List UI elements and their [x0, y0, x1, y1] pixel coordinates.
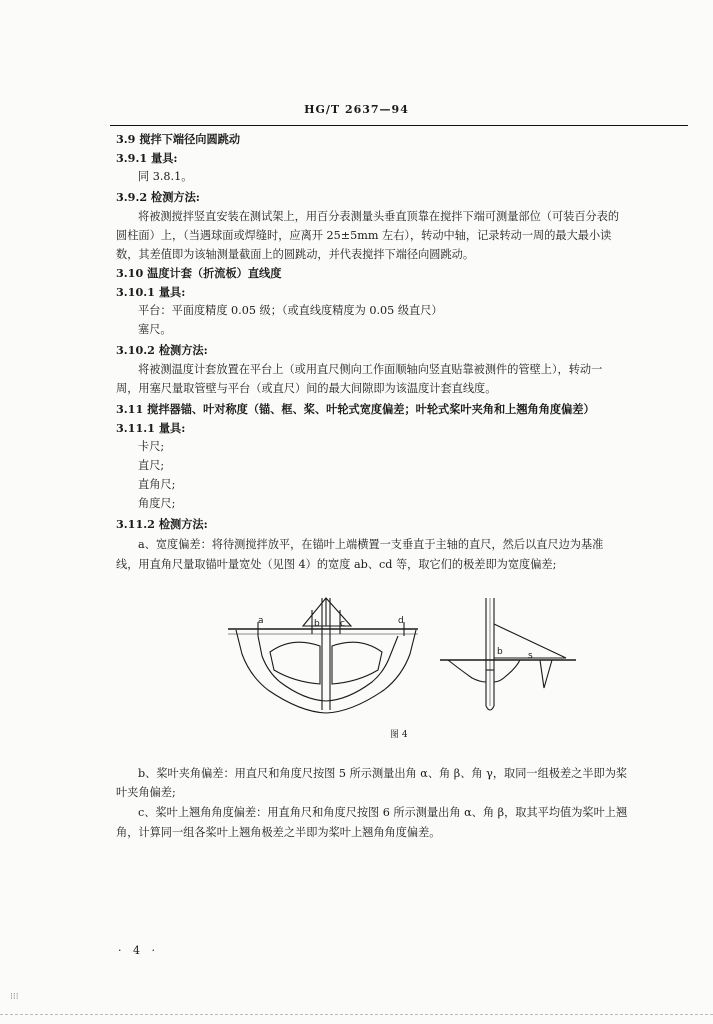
figure-label-c: c	[340, 619, 345, 629]
item-b-line-2: 叶夹角偏差;	[116, 786, 176, 799]
section-3-10-heading: 3.10 温度计套（折流板）直线度	[116, 266, 282, 280]
section-3-10-1-heading: 3.10.1 量具:	[116, 285, 186, 299]
anchor-agitator-sketch	[228, 598, 418, 713]
tool-item: 直尺;	[138, 459, 165, 472]
tool-item: 直角尺;	[138, 478, 176, 491]
section-3-11-2-heading: 3.11.2 检测方法:	[116, 517, 208, 531]
section-3-9-2-line-1: 将被测搅拌竖直安装在测试架上，用百分表测量头垂直顶靠在搅拌下端可测量部位（可装百分表的	[138, 210, 620, 223]
section-3-10-2-heading: 3.10.2 检测方法:	[116, 343, 208, 357]
item-b-line-1: b、桨叶夹角偏差：用直尺和角度尺按图 5 所示测量出角 α、角 β、角 γ，取同一组极差之半即为桨	[138, 767, 628, 780]
scan-stamp: ⁝⁝⁝	[10, 992, 19, 1002]
tool-item: 角度尺;	[138, 497, 176, 510]
figure-caption: 图 4	[390, 730, 408, 740]
figure-label-b-right: b	[497, 647, 503, 657]
item-c-line-1: c、桨叶上翘角角度偏差：用直角尺和角度尺按图 6 所示测量出角 α、角 β，取其平均值为桨叶上翘	[138, 806, 628, 819]
section-3-11-heading: 3.11 搅拌器锚、叶对称度（锚、框、桨、叶轮式宽度偏差；叶轮式桨叶夹角和上翘角角度偏差）	[116, 402, 595, 416]
figure-label-a: a	[258, 616, 264, 626]
page-number: · 4 ·	[118, 944, 159, 957]
tool-item: 卡尺;	[138, 440, 165, 453]
item-c-line-2: 角，计算同一组各桨叶上翘角极差之半即为桨叶上翘角角度偏差。	[116, 826, 441, 839]
figure-4-drawing	[0, 596, 713, 726]
section-3-9-1-text: 同 3.8.1。	[138, 170, 193, 183]
section-3-9-2-heading: 3.9.2 检测方法:	[116, 190, 200, 204]
section-3-10-1-line-2: 塞尺。	[138, 323, 172, 336]
figure-label-b: b	[314, 619, 320, 629]
section-3-9-1-heading: 3.9.1 量具:	[116, 151, 178, 165]
section-3-10-2-line-1: 将被测温度计套放置在平台上（或用直尺侧向工作面顺轴向竖直贴靠被测件的管壁上），转动一	[138, 363, 603, 376]
item-a-line-1: a、宽度偏差：将待测搅拌放平，在锚叶上端横置一支垂直于主轴的直尺，然后以直尺边为基准	[138, 538, 604, 551]
section-3-9-2-line-2: 圆柱面）上，（当遇球面或焊缝时，应离开 25±5mm 左右），转动中轴，记录转动一周的最大最小读	[116, 229, 612, 242]
bottom-dashed-line	[0, 1014, 713, 1015]
section-3-9-heading: 3.9 搅拌下端径向圆跳动	[116, 132, 241, 146]
figure-label-s: s	[528, 651, 533, 661]
section-3-11-1-heading: 3.11.1 量具:	[116, 421, 186, 435]
figure-label-d: d	[398, 616, 404, 626]
section-3-9-2-line-3: 数，其差值即为该轴测量截面上的圆跳动，并代表搅拌下端径向圆跳动。	[116, 248, 475, 261]
turbine-blade-sketch	[440, 598, 576, 710]
standard-code-header: HG/T 2637—94	[304, 103, 409, 116]
section-3-10-1-line-1: 平台：平面度精度 0.05 级；（或直线度精度为 0.05 级直尺）	[138, 304, 443, 317]
item-a-line-2: 线，用直角尺量取锚叶量宽处（见图 4）的宽度 ab、cd 等，取它们的极差即为宽度偏差;	[116, 558, 557, 571]
header-rule	[110, 125, 688, 126]
section-3-10-2-line-2: 周，用塞尺量取管壁与平台（或直尺）间的最大间隙即为该温度计套直线度。	[116, 382, 497, 395]
